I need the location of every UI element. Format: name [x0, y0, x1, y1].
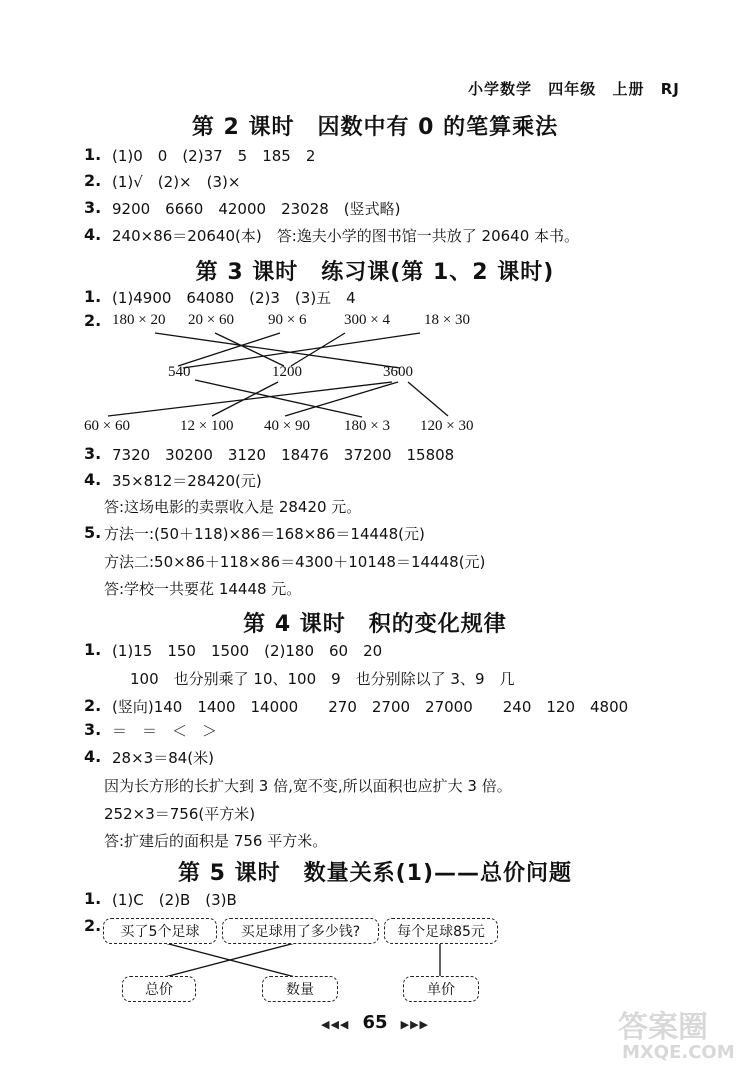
lesson4-q3-number: 3. [84, 720, 102, 739]
left-arrows-icon: ◀◀◀ [320, 1018, 350, 1031]
lesson5-q1-answer: (1)C (2)B (3)B [112, 891, 237, 909]
match-bottom-5: 120 × 30 [420, 418, 474, 434]
box-unit-price: 单价 [403, 976, 479, 1002]
lesson3-q3-number: 3. [84, 444, 102, 463]
lesson2-title: 第 2 课时 因数中有 0 的笔算乘法 [191, 115, 559, 140]
lesson3-q5-number: 5. [84, 523, 102, 542]
edition-label: RJ [660, 80, 680, 98]
match-line [183, 333, 420, 368]
lesson4-q1-line1: (1)15 150 1500 (2)180 60 20 [112, 642, 383, 660]
lesson2-q3-number: 3. [84, 198, 102, 217]
match-top-2: 20 × 60 [188, 312, 234, 328]
match-top-1: 180 × 20 [112, 312, 166, 328]
lesson4-q4-line1: 28×3＝84(米) [112, 749, 214, 767]
lesson5-q1-number: 1. [84, 889, 102, 908]
watermark-url: MXQE.COM [622, 1042, 735, 1063]
match-mid-1: 540 [168, 364, 191, 380]
lesson4-q4-line2: 因为长方形的长扩大到 3 倍,宽不变,所以面积也应扩大 3 倍。 [104, 777, 512, 795]
lesson3-q4-line1: 35×812＝28420(元) [112, 472, 262, 490]
match-line [108, 382, 392, 416]
match-mid-3: 3600 [383, 364, 413, 380]
box-quantity-condition: 买了5个足球 [103, 918, 217, 944]
volume-label: 上册 [612, 80, 645, 98]
box-total-price: 总价 [122, 976, 196, 1002]
lesson3-q4-line2: 答:这场电影的卖票收入是 28420 元。 [104, 498, 362, 516]
match-top-5: 18 × 30 [424, 312, 470, 328]
lesson4-q2-answer: (竖向)140 1400 14000 270 2700 27000 240 120 4800 [112, 698, 629, 716]
subject-label: 小学数学 [468, 80, 533, 98]
match-line [408, 382, 448, 416]
box-quantity: 数量 [262, 976, 338, 1002]
match-bottom-4: 180 × 3 [344, 418, 390, 434]
lesson2-q4-answer: 240×86＝20640(本) 答:逸夫小学的图书馆一共放了 20640 本书。 [112, 227, 580, 245]
lesson4-q4-line3: 252×3＝756(平方米) [104, 805, 256, 823]
lesson4-q3-answer: ＝ ＝ ＜ ＞ [112, 722, 218, 740]
box-total-question: 买足球用了多少钱? [222, 918, 379, 944]
page-number: 65 [362, 1012, 388, 1033]
grade-label: 四年级 [548, 80, 597, 98]
match-bottom-2: 12 × 100 [180, 418, 234, 434]
lesson3-q5-line3: 答:学校一共要花 14448 元。 [104, 580, 302, 598]
box-unit-price-condition: 每个足球85元 [384, 918, 498, 944]
lesson3-title: 第 3 课时 练习课(第 1、2 课时) [195, 260, 555, 285]
match-line [291, 333, 345, 366]
lesson2-q3-answer: 9200 6660 42000 23028 (竖式略) [112, 200, 401, 218]
lesson3-q5-line1: 方法一:(50＋118)×86＝168×86＝14448(元) [104, 525, 425, 543]
lesson5-title: 第 5 课时 数量关系(1)——总价问题 [177, 861, 573, 886]
lesson2-q4-number: 4. [84, 225, 102, 244]
lesson4-q2-number: 2. [84, 696, 102, 715]
lesson3-q1-number: 1. [84, 287, 102, 306]
lesson4-q4-number: 4. [84, 747, 102, 766]
match-line [285, 382, 398, 416]
lesson2-q1-answer: (1)0 0 (2)37 5 185 2 [112, 147, 316, 165]
lesson4-q4-line4: 答:扩建后的面积是 756 平方米。 [104, 832, 328, 850]
lesson3-q1-answer: (1)4900 64080 (2)3 (3)五 4 [112, 289, 356, 307]
lesson3-q5-line2: 方法二:50×86＋118×86＝4300＋10148＝14448(元) [104, 553, 486, 571]
lesson2-q1-number: 1. [84, 145, 102, 164]
lesson4-q1-number: 1. [84, 640, 102, 659]
right-arrows-icon: ▶▶▶ [400, 1018, 430, 1031]
lesson5-q2-number: 2. [84, 916, 102, 935]
match-top-4: 300 × 4 [344, 312, 390, 328]
lesson3-q4-number: 4. [84, 470, 102, 489]
lesson4-q1-line2: 100 也分别乘了 10、100 9 也分别除以了 3、9 几 [130, 670, 515, 688]
match-bottom-1: 60 × 60 [84, 418, 130, 434]
match-bottom-3: 40 × 90 [264, 418, 310, 434]
lesson2-q2-number: 2. [84, 171, 102, 190]
match-mid-2: 1200 [272, 364, 302, 380]
lesson3-q2-number: 2. [84, 311, 102, 330]
lesson4-title: 第 4 课时 积的变化规律 [243, 612, 507, 637]
lesson2-q2-answer: (1)√ (2)× (3)× [112, 173, 241, 191]
watermark-logo: 答案圈 [618, 1010, 708, 1045]
lesson3-q3-answer: 7320 30200 3120 18476 37200 15808 [112, 446, 455, 464]
match-top-3: 90 × 6 [268, 312, 307, 328]
